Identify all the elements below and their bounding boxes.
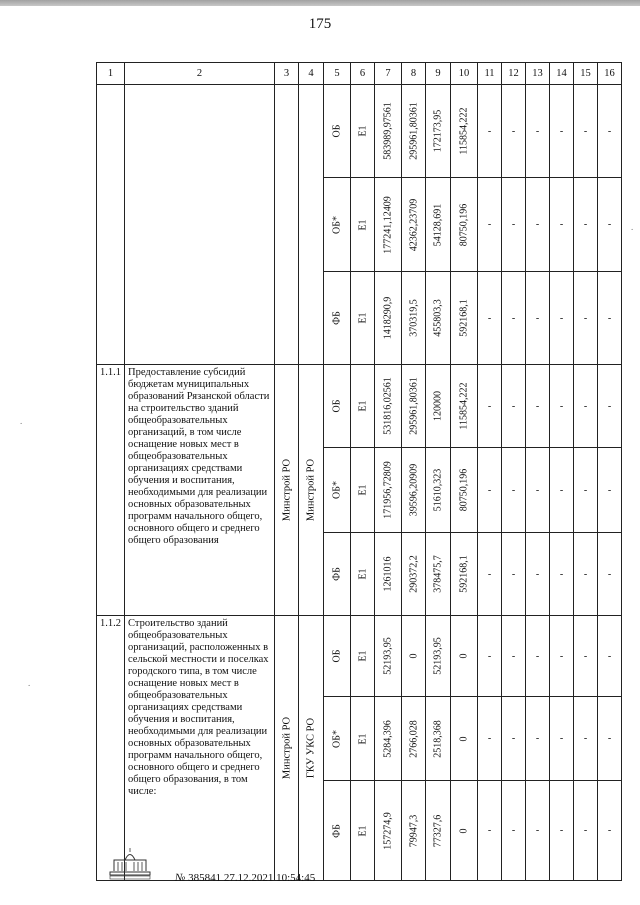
empty-year-cell	[550, 533, 574, 616]
value-cell-col5	[324, 272, 351, 365]
dash-mark: -	[487, 650, 492, 662]
value-cell-col5	[324, 178, 351, 272]
column-number: 13	[526, 63, 550, 85]
scan-dot: .	[631, 222, 634, 232]
item-description	[125, 85, 275, 365]
dash-mark: -	[535, 219, 540, 230]
dash-mark: -	[535, 825, 540, 836]
table-row	[97, 85, 622, 178]
value-col6: Е1	[357, 400, 368, 412]
coexecutor-cell	[299, 365, 324, 616]
empty-year-cell	[550, 781, 574, 881]
dash-mark: -	[559, 400, 564, 412]
empty-year-cell	[598, 272, 622, 365]
value-col10: 80750,196	[458, 468, 470, 512]
value-col6: Е1	[357, 568, 368, 580]
value-cell-col7	[375, 178, 402, 272]
executor-cell	[275, 616, 299, 881]
executor: Минстрой РО	[281, 716, 292, 780]
dash-mark: -	[535, 400, 540, 412]
value-cell-col6	[351, 178, 375, 272]
empty-year-cell	[502, 616, 526, 697]
empty-year-cell	[478, 448, 502, 533]
empty-year-cell	[502, 781, 526, 881]
value-cell-col8	[402, 448, 426, 533]
dash-mark: -	[583, 733, 588, 744]
empty-year-cell	[574, 697, 598, 781]
scan-dot: .	[20, 416, 23, 426]
value-cell-col6	[351, 85, 375, 178]
value-cell-col9	[426, 448, 451, 533]
value-col8: 42362,23709	[408, 198, 419, 251]
budget-table	[96, 62, 622, 881]
empty-year-cell	[550, 616, 574, 697]
value-col9: 378475,7	[432, 555, 444, 593]
value-cell-col7	[375, 448, 402, 533]
value-col8: 290372,2	[408, 555, 419, 593]
dash-mark: -	[535, 125, 540, 137]
empty-year-cell	[502, 85, 526, 178]
value-cell-col10	[451, 448, 478, 533]
empty-year-cell	[526, 533, 550, 616]
empty-year-cell	[526, 365, 550, 448]
value-cell-col7	[375, 616, 402, 697]
value-cell-col10	[451, 85, 478, 178]
value-col6: Е1	[357, 650, 368, 662]
value-col5: ОБ*	[331, 481, 343, 499]
value-cell-col9	[426, 272, 451, 365]
empty-year-cell	[478, 272, 502, 365]
dash-mark: -	[535, 733, 540, 744]
dash-mark: -	[511, 825, 516, 836]
value-cell-col7	[375, 272, 402, 365]
empty-year-cell	[574, 616, 598, 697]
empty-year-cell	[574, 365, 598, 448]
dash-mark: -	[487, 400, 492, 412]
dash-mark: -	[535, 650, 540, 662]
value-cell-col8	[402, 178, 426, 272]
value-col9: 120000	[432, 391, 444, 421]
empty-year-cell	[574, 178, 598, 272]
value-cell-col6	[351, 781, 375, 881]
value-cell-col6	[351, 533, 375, 616]
dash-mark: -	[511, 219, 516, 230]
dash-mark: -	[607, 125, 612, 137]
dash-mark: -	[535, 484, 540, 496]
column-number: 9	[426, 63, 451, 85]
value-cell-col5	[324, 365, 351, 448]
empty-year-cell	[478, 178, 502, 272]
value-cell-col9	[426, 365, 451, 448]
value-col8: 295961,80361	[408, 102, 419, 160]
value-cell-col10	[451, 365, 478, 448]
value-col8: 295961,80361	[408, 377, 419, 435]
empty-year-cell	[574, 272, 598, 365]
empty-year-cell	[478, 616, 502, 697]
value-col6: Е1	[357, 218, 368, 231]
value-col7: 1261016	[382, 556, 394, 592]
column-number: 12	[502, 63, 526, 85]
document-datetime: 27.12.2021 10:54:45	[223, 872, 316, 884]
value-col5: ФБ	[331, 567, 343, 581]
dash-mark: -	[559, 733, 564, 744]
value-cell-col5	[324, 85, 351, 178]
empty-year-cell	[574, 533, 598, 616]
dash-mark: -	[607, 650, 612, 662]
empty-year-cell	[478, 85, 502, 178]
dash-mark: -	[559, 825, 564, 836]
empty-year-cell	[502, 365, 526, 448]
dash-mark: -	[559, 484, 564, 496]
value-col9: 172173,95	[432, 109, 444, 153]
value-col10: 115854,222	[458, 382, 470, 430]
dash-mark: -	[559, 568, 564, 580]
value-col6: Е1	[357, 732, 368, 745]
coexecutor: Минстрой РО	[305, 458, 317, 522]
column-number: 14	[550, 63, 574, 85]
empty-year-cell	[550, 272, 574, 365]
item-description: Предоставление субсидий бюджетам муниципальных образований Рязанской области на строительство зданий общеобразовательных организаций, в том числе оснащение новых мест в общеобразовательных организациях средствами обучения и воспитания, необходимыми для реализации основных образовательных программ начального общего, основного общего и среднего общего образования	[125, 365, 275, 616]
dash-mark: -	[583, 825, 588, 836]
empty-year-cell	[574, 85, 598, 178]
value-col10: 80750,196	[458, 203, 470, 246]
value-cell-col8	[402, 85, 426, 178]
dash-mark: -	[559, 650, 564, 662]
scan-top-edge	[0, 0, 640, 6]
value-cell-col6	[351, 697, 375, 781]
empty-year-cell	[526, 272, 550, 365]
dash-mark: -	[583, 125, 588, 137]
empty-year-cell	[526, 85, 550, 178]
empty-year-cell	[598, 697, 622, 781]
value-cell-col9	[426, 178, 451, 272]
empty-year-cell	[550, 365, 574, 448]
value-cell-col6	[351, 365, 375, 448]
value-col8: 79947,3	[408, 814, 419, 847]
value-col7: 531816,02561	[382, 377, 394, 435]
value-cell-col8	[402, 365, 426, 448]
dash-mark: -	[583, 219, 588, 230]
value-cell-col5	[324, 781, 351, 881]
empty-year-cell	[598, 616, 622, 697]
value-cell-col10	[451, 272, 478, 365]
empty-year-cell	[550, 448, 574, 533]
value-col10: 0	[458, 653, 470, 659]
value-col6: Е1	[357, 125, 368, 137]
dash-mark: -	[607, 312, 612, 324]
empty-year-cell	[526, 178, 550, 272]
value-col5: ФБ	[331, 823, 343, 838]
value-col8: 370319,5	[408, 299, 419, 337]
value-cell-col10	[451, 781, 478, 881]
dash-mark: -	[583, 650, 588, 662]
dash-mark: -	[607, 825, 612, 836]
value-cell-col5	[324, 616, 351, 697]
dash-mark: -	[535, 312, 540, 324]
value-cell-col5	[324, 533, 351, 616]
column-number: 6	[351, 63, 375, 85]
value-col5: ОБ*	[331, 729, 343, 748]
dash-mark: -	[511, 733, 516, 744]
value-col10: 592168,1	[458, 299, 470, 337]
dash-mark: -	[583, 484, 588, 496]
column-number: 2	[125, 63, 275, 85]
value-cell-col10	[451, 697, 478, 781]
empty-year-cell	[502, 697, 526, 781]
value-col9: 52193,95	[432, 637, 444, 675]
value-col5: ОБ	[331, 399, 343, 413]
value-col9: 2518,368	[432, 719, 444, 758]
empty-year-cell	[478, 697, 502, 781]
value-cell-col6	[351, 616, 375, 697]
value-col5: ОБ	[331, 124, 343, 138]
value-col7: 5284,396	[382, 719, 394, 758]
value-col10: 0	[458, 736, 470, 741]
value-col7: 52193,95	[382, 637, 394, 675]
value-cell-col5	[324, 697, 351, 781]
dash-mark: -	[487, 733, 492, 744]
value-col8: 2766,028	[408, 719, 419, 758]
dash-mark: -	[559, 125, 564, 137]
value-col6: Е1	[357, 312, 368, 324]
value-col5: ОБ	[331, 649, 343, 663]
column-number: 15	[574, 63, 598, 85]
dash-mark: -	[607, 400, 612, 412]
dash-mark: -	[511, 650, 516, 662]
value-col10: 592168,1	[458, 555, 470, 593]
page-number: 175	[308, 16, 332, 32]
empty-year-cell	[526, 697, 550, 781]
executor-cell	[275, 85, 299, 365]
executor: Минстрой РО	[281, 458, 292, 522]
empty-year-cell	[550, 697, 574, 781]
dash-mark: -	[511, 312, 516, 324]
empty-year-cell	[598, 533, 622, 616]
value-cell-col6	[351, 272, 375, 365]
value-col6: Е1	[357, 824, 368, 837]
dash-mark: -	[583, 568, 588, 580]
value-col7: 177241,12409	[382, 195, 394, 254]
table-row	[97, 616, 622, 697]
item-code: 1.1.2	[97, 616, 125, 881]
empty-year-cell	[574, 448, 598, 533]
value-cell-col9	[426, 781, 451, 881]
column-number: 1	[97, 63, 125, 85]
value-cell-col9	[426, 697, 451, 781]
item-code	[97, 85, 125, 365]
dash-mark: -	[559, 312, 564, 324]
empty-year-cell	[478, 365, 502, 448]
empty-year-cell	[478, 781, 502, 881]
empty-year-cell	[526, 781, 550, 881]
empty-year-cell	[550, 85, 574, 178]
dash-mark: -	[487, 568, 492, 580]
value-cell-col7	[375, 697, 402, 781]
executor-cell	[275, 365, 299, 616]
value-col7: 583989,97561	[382, 102, 394, 160]
value-cell-col8	[402, 533, 426, 616]
dash-mark: -	[607, 219, 612, 230]
empty-year-cell	[598, 781, 622, 881]
value-col7: 1418290,9	[382, 296, 394, 340]
column-number: 7	[375, 63, 402, 85]
empty-year-cell	[478, 533, 502, 616]
empty-year-cell	[598, 85, 622, 178]
empty-year-cell	[526, 616, 550, 697]
coexecutor-cell	[299, 85, 324, 365]
value-col9: 54128,691	[432, 203, 444, 246]
value-cell-col5	[324, 448, 351, 533]
value-col9: 455803,3	[432, 299, 444, 337]
dash-mark: -	[607, 733, 612, 744]
value-col7: 157274,9	[382, 811, 394, 850]
empty-year-cell	[502, 448, 526, 533]
empty-year-cell	[502, 533, 526, 616]
dash-mark: -	[511, 484, 516, 496]
dash-mark: -	[487, 484, 492, 496]
value-col7: 171956,72809	[382, 461, 394, 519]
value-cell-col6	[351, 448, 375, 533]
column-number: 4	[299, 63, 324, 85]
dash-mark: -	[607, 568, 612, 580]
value-cell-col10	[451, 533, 478, 616]
dash-mark: -	[487, 219, 492, 230]
value-col5: ФБ	[331, 311, 343, 325]
value-cell-col10	[451, 178, 478, 272]
document-number: 385841	[188, 872, 222, 884]
coexecutor-cell	[299, 616, 324, 881]
empty-year-cell	[502, 272, 526, 365]
column-number: 3	[275, 63, 299, 85]
value-cell-col9	[426, 85, 451, 178]
column-number: 16	[598, 63, 622, 85]
dash-mark: -	[559, 219, 564, 230]
item-description: Строительство зданий общеобразовательных организаций, расположенных в сельской местности и поселках городского типа, в том числе оснащение новых мест в общеобразовательных организациях средствами обучения и воспитания, необходимыми для реализации основных образовательных программ начального общего, основного общего и среднего общего образования, в том числе:	[125, 616, 275, 881]
scan-dot: .	[28, 678, 31, 688]
value-cell-col8	[402, 616, 426, 697]
item-code: 1.1.1	[97, 365, 125, 616]
dash-mark: -	[535, 568, 540, 580]
value-cell-col7	[375, 781, 402, 881]
column-number: 10	[451, 63, 478, 85]
value-col8: 39596,20909	[408, 463, 419, 517]
dash-mark: -	[583, 400, 588, 412]
value-col10: 0	[458, 828, 470, 833]
dash-mark: -	[487, 312, 492, 324]
column-number-row	[97, 63, 622, 85]
value-cell-col7	[375, 533, 402, 616]
empty-year-cell	[550, 178, 574, 272]
empty-year-cell	[598, 178, 622, 272]
value-cell-col7	[375, 365, 402, 448]
dash-mark: -	[607, 484, 612, 496]
dash-mark: -	[487, 125, 492, 137]
value-cell-col7	[375, 85, 402, 178]
dash-mark: -	[583, 312, 588, 324]
value-cell-col10	[451, 616, 478, 697]
dash-mark: -	[511, 125, 516, 137]
coexecutor: ГКУ УКС РО	[305, 717, 317, 779]
dash-mark: -	[511, 400, 516, 412]
value-cell-col8	[402, 697, 426, 781]
dash-mark: -	[487, 825, 492, 836]
value-col8: 0	[408, 653, 419, 659]
value-col9: 77327,6	[432, 814, 444, 847]
empty-year-cell	[598, 365, 622, 448]
empty-year-cell	[574, 781, 598, 881]
value-cell-col9	[426, 533, 451, 616]
value-col9: 51610,323	[432, 468, 444, 512]
empty-year-cell	[502, 178, 526, 272]
value-cell-col8	[402, 272, 426, 365]
empty-year-cell	[598, 448, 622, 533]
value-col10: 115854,222	[458, 107, 470, 155]
table-row	[97, 365, 622, 448]
empty-year-cell	[526, 448, 550, 533]
value-col5: ОБ*	[331, 215, 343, 234]
document-stamp: № 385841 27.12.2021 10:54:45	[175, 872, 316, 884]
value-col6: Е1	[357, 484, 368, 496]
value-cell-col8	[402, 781, 426, 881]
dash-mark: -	[511, 568, 516, 580]
government-emblem-icon	[104, 846, 156, 880]
column-number: 5	[324, 63, 351, 85]
value-cell-col9	[426, 616, 451, 697]
column-number: 8	[402, 63, 426, 85]
column-number: 11	[478, 63, 502, 85]
